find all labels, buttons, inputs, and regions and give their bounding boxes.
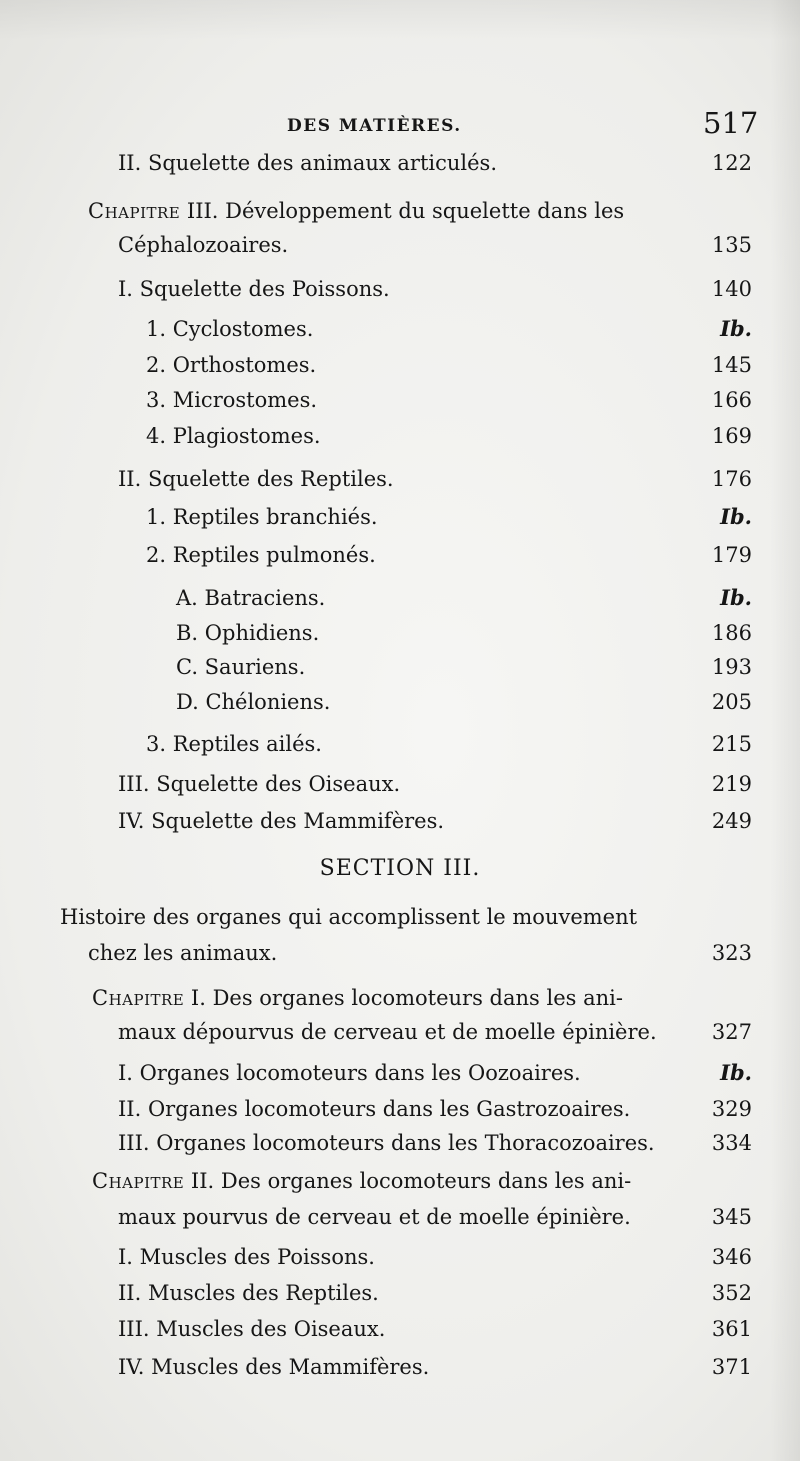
toc-entry <box>118 1312 385 1346</box>
entry-page: Ib. <box>720 316 752 341</box>
entry-text: I. Muscles des Poissons. <box>118 1245 375 1269</box>
entry-text: II. Organes locomoteurs dans les Gastrozoaires. <box>118 1097 631 1121</box>
entry-text: 1. Reptiles branchiés. <box>146 505 378 529</box>
chapter-label: Chapitre <box>88 199 181 223</box>
entry-page: 371 <box>711 1355 752 1379</box>
entry-page: 249 <box>711 809 752 833</box>
entry-page: 329 <box>711 1097 752 1121</box>
entry-text: II. Squelette des animaux articulés. <box>118 151 498 175</box>
entry-page: 179 <box>711 543 752 567</box>
entry-page: 186 <box>711 621 752 645</box>
entry-page: Ib. <box>720 585 752 610</box>
entry-text: I. Organes locomoteurs dans les Oozoaires. <box>118 1061 581 1085</box>
entry-text: II. Des organes locomoteurs dans les ani- <box>184 1169 632 1193</box>
entry-page: 327 <box>711 1020 752 1044</box>
entry-page: 145 <box>711 353 752 377</box>
toc-entry <box>118 272 390 306</box>
entry-page: 122 <box>711 151 752 175</box>
chapter-label: Chapitre <box>92 1169 185 1193</box>
entry-page: 215 <box>711 732 752 756</box>
entry-page: 205 <box>711 690 752 714</box>
toc-entry <box>118 1350 429 1384</box>
toc-entry <box>118 462 394 496</box>
entry-page: 166 <box>711 388 752 412</box>
toc-entry <box>118 1200 631 1234</box>
toc-entry <box>118 1056 581 1090</box>
entry-text: Histoire des organes qui accomplissent le mouvement <box>60 905 638 929</box>
entry-page: 345 <box>711 1205 752 1229</box>
toc-entry <box>146 419 321 453</box>
entry-text: IV. Squelette des Mammifères. <box>118 809 445 833</box>
toc-entry <box>118 1092 630 1126</box>
toc-entry <box>146 383 317 417</box>
page-edge-shadow <box>770 0 800 1461</box>
entry-page: 361 <box>711 1317 752 1341</box>
entry-text: 1. Cyclostomes. <box>146 317 314 341</box>
toc-entry <box>88 936 277 970</box>
toc-entry <box>118 1276 379 1310</box>
toc-entry <box>176 650 305 684</box>
entry-text: 3. Microstomes. <box>146 388 318 412</box>
entry-page: Ib. <box>720 1060 752 1085</box>
toc-entry <box>146 312 313 346</box>
toc-entry-chapter <box>92 1164 631 1198</box>
entry-text: I. Squelette des Poissons. <box>118 277 390 301</box>
page-number: 517 <box>703 106 759 140</box>
toc-entry <box>146 538 376 572</box>
entry-page: 323 <box>711 941 752 965</box>
entry-text: IV. Muscles des Mammifères. <box>118 1355 430 1379</box>
entry-text: A. Batraciens. <box>176 586 326 610</box>
entry-page: 193 <box>711 655 752 679</box>
entry-text: 2. Orthostomes. <box>146 353 317 377</box>
entry-text: III. Développement du squelette dans les <box>180 199 625 223</box>
entry-page: 135 <box>711 233 752 257</box>
entry-page: 140 <box>711 277 752 301</box>
toc-entry <box>118 804 444 838</box>
entry-text: chez les animaux. <box>88 941 278 965</box>
toc-entry <box>176 685 330 719</box>
page-top-shadow <box>0 0 800 40</box>
toc-entry <box>146 500 378 534</box>
section-title: SECTION III. <box>319 856 481 881</box>
entry-text: B. Ophidiens. <box>176 621 320 645</box>
running-head: DES MATIÈRES. <box>287 116 462 136</box>
entry-page: 334 <box>711 1131 752 1155</box>
toc-entry-chapter <box>88 194 624 228</box>
toc-entry <box>118 1240 375 1274</box>
entry-text: II. Squelette des Reptiles. <box>118 467 394 491</box>
entry-text: 3. Reptiles ailés. <box>146 732 322 756</box>
entry-text: I. Des organes locomoteurs dans les ani- <box>184 986 623 1010</box>
toc-entry-history <box>60 900 637 934</box>
toc-entry <box>146 348 316 382</box>
entry-page: 352 <box>711 1281 752 1305</box>
page-header <box>0 106 800 142</box>
entry-text: D. Chéloniens. <box>176 690 331 714</box>
entry-page: 176 <box>711 467 752 491</box>
entry-page: 169 <box>711 424 752 448</box>
entry-text: 2. Reptiles pulmonés. <box>146 543 376 567</box>
entry-text: III. Organes locomoteurs dans les Thoracozoaires. <box>118 1131 655 1155</box>
toc-entry <box>118 228 288 262</box>
entry-text: C. Sauriens. <box>176 655 306 679</box>
toc-entry <box>176 581 325 615</box>
toc-entry-chapter <box>92 981 623 1015</box>
entry-text: Céphalozoaires. <box>118 233 289 257</box>
entry-text: maux dépourvus de cerveau et de moelle épinière. <box>118 1020 657 1044</box>
entry-text: 4. Plagiostomes. <box>146 424 321 448</box>
entry-page: 219 <box>711 772 752 796</box>
chapter-label: Chapitre <box>92 986 185 1010</box>
toc-entry <box>118 767 400 801</box>
toc-entry <box>118 1126 655 1160</box>
entry-text: III. Squelette des Oiseaux. <box>118 772 401 796</box>
entry-text: III. Muscles des Oiseaux. <box>118 1317 386 1341</box>
toc-entry <box>118 1015 657 1049</box>
toc-entry <box>176 616 319 650</box>
toc-entry <box>146 727 322 761</box>
entry-text: II. Muscles des Reptiles. <box>118 1281 379 1305</box>
entry-page: 346 <box>711 1245 752 1269</box>
entry-text: maux pourvus de cerveau et de moelle épinière. <box>118 1205 631 1229</box>
entry-page: Ib. <box>720 504 752 529</box>
